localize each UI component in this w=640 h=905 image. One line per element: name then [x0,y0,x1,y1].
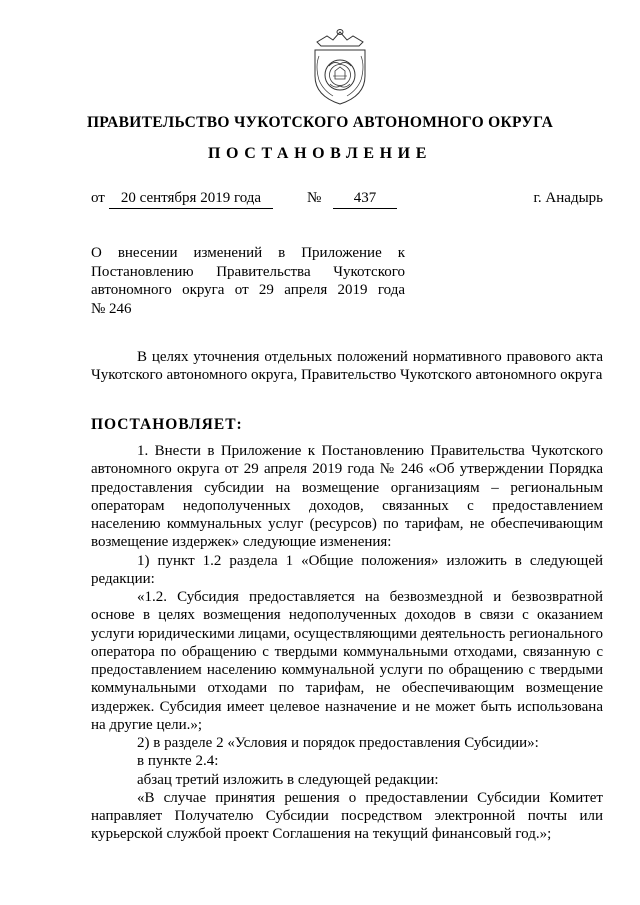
resolves-heading: ПОСТАНОВЛЯЕТ: [91,416,243,433]
date-prefix: от [91,190,105,206]
document-date: 20 сентября 2019 года [109,188,273,209]
number-sign: № [307,190,322,206]
body-paragraph: 1. Внести в Приложение к Постановлению Правительства Чукотского автономного округа от 29 апреля 2019 года № 246 «Об утверждении Порядка предоставления субсидии на возмещение организациям – региональным операторам недополученных доходов, связанных с предоставлением населению коммунальных услуг (ресурсов) по тарифам, не обеспечивающим возмещение издержек» следующие изменения: [91,443,603,551]
document-city: г. Анадырь [533,190,603,206]
document-subject [91,244,405,318]
subject-line: автономного округа от 29 апреля 2019 года [91,282,405,298]
document-body [91,442,603,844]
preamble-paragraph [91,348,603,385]
body-paragraph: «В случае принятия решения о предоставлении Субсидии Комитет направляет Получателю Субсидии посредством электронной почты или курьерской службой проект Соглашения на текущий финансовый год.»; [91,789,603,843]
coat-of-arms-emblem-icon [303,26,377,108]
subject-line: О внесении изменений в Приложение к [91,245,405,261]
subject-line: № 246 [91,300,132,317]
document-type-title: ПОСТАНОВЛЕНИЕ [208,145,432,162]
body-paragraph: «1.2. Субсидия предоставляется на безвозмездной и безвозвратной основе в целях возмещения недополученных доходов в связи с оказанием услуги юридическими лицами, осуществляющими деятельность регионального оператора по обращению с твердыми коммунальными отходами, связанную с предоставлением населению коммунальной услуги по обращению с твердыми коммунальными отходами по тарифам, не обеспечивающим возмещение издержек. Субсидия имеет целевое назначение и не может быть использована на другие цели.»; [91,589,603,733]
government-name: ПРАВИТЕЛЬСТВО ЧУКОТСКОГО АВТОНОМНОГО ОКРУГА [86,114,554,131]
body-paragraph: абзац третий изложить в следующей редакции: [137,771,439,788]
body-paragraph: в пункте 2.4: [137,753,219,770]
preamble-text: В целях уточнения отдельных положений нормативного правового акта Чукотского автономного округа, Правительство Чукотского автономного округа [91,349,603,384]
body-paragraph: 1) пункт 1.2 раздела 1 «Общие положения» изложить в следующей редакции: [91,552,603,587]
subject-line: Постановлению Правительства Чукотского [91,263,405,280]
document-number: 437 [333,188,397,209]
document-meta-line [91,188,603,208]
body-paragraph: 2) в разделе 2 «Условия и порядок предоставления Субсидии»: [137,735,539,751]
